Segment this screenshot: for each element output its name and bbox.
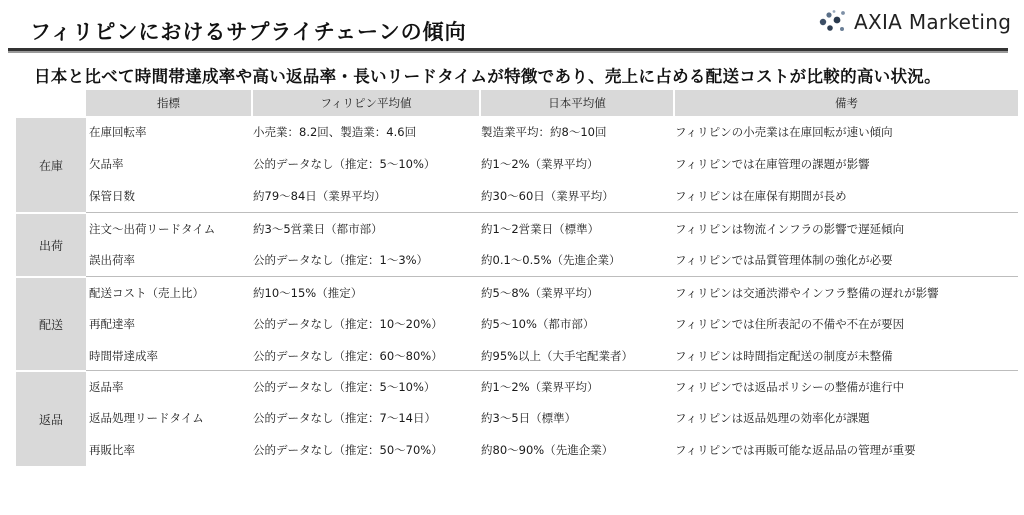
philippines-value-cell: 公的データなし（推定：60〜80%） xyxy=(253,349,443,363)
logo-text: AXIA Marketing xyxy=(854,10,1012,34)
notes-cell: フィリピンでは品質管理体制の強化が必要 xyxy=(675,253,893,267)
philippines-value-cell: 公的データなし（推定：10〜20%） xyxy=(253,317,443,331)
philippines-value-cell: 公的データなし（推定：5〜10%） xyxy=(253,157,436,171)
table-row xyxy=(86,148,1018,180)
philippines-value-cell: 約79〜84日（業界平均） xyxy=(253,189,386,203)
philippines-value-cell: 約3〜5営業日（都市部） xyxy=(253,222,383,236)
logo-mark-icon xyxy=(818,9,848,35)
japan-value-cell: 約0.1〜0.5%（先進企業） xyxy=(481,253,621,267)
table-row xyxy=(86,244,1018,276)
japan-value-cell: 約1〜2営業日（標準） xyxy=(481,222,600,236)
column-header-metric: 指標 xyxy=(86,90,253,116)
metric-cell: 保管日数 xyxy=(89,189,135,203)
japan-value-cell: 約30〜60日（業界平均） xyxy=(481,189,614,203)
philippines-value-cell: 約10〜15%（推定） xyxy=(253,286,363,300)
table-row xyxy=(86,402,1018,434)
notes-cell: フィリピンでは返品ポリシーの整備が進行中 xyxy=(675,380,905,394)
category-delivery: 配送 xyxy=(16,278,86,372)
table-row xyxy=(86,308,1018,340)
notes-cell: フィリピンは物流インフラの影響で遅延傾向 xyxy=(675,222,905,236)
philippines-value-cell: 公的データなし（推定：5〜10%） xyxy=(253,380,436,394)
notes-cell: フィリピンでは在庫管理の課題が影響 xyxy=(675,157,870,171)
notes-cell: フィリピンは交通渋滞やインフラ整備の遅れが影響 xyxy=(675,286,939,300)
table-row xyxy=(86,116,1018,148)
notes-cell: フィリピンは時間指定配送の制度が未整備 xyxy=(675,349,893,363)
metric-cell: 注文〜出荷リードタイム xyxy=(89,222,216,236)
japan-value-cell: 約95%以上（大手宅配業者） xyxy=(481,349,634,363)
table-row xyxy=(86,434,1018,466)
metric-cell: 返品処理リードタイム xyxy=(89,411,204,425)
comparison-table xyxy=(16,90,1018,466)
notes-cell: フィリピンは返品処理の効率化が課題 xyxy=(675,411,870,425)
philippines-value-cell: 小売業：8.2回、製造業：4.6回 xyxy=(253,125,417,139)
japan-value-cell: 約1〜2%（業界平均） xyxy=(481,157,599,171)
table-row xyxy=(86,340,1018,372)
page-title: フィリピンにおけるサプライチェーンの傾向 xyxy=(30,20,467,44)
column-header-japan: 日本平均値 xyxy=(481,90,675,116)
japan-value-cell: 製造業平均：約8〜10回 xyxy=(481,125,607,139)
metric-cell: 返品率 xyxy=(89,380,124,394)
notes-cell: フィリピンでは住所表記の不備や不在が要因 xyxy=(675,317,905,331)
metric-cell: 誤出荷率 xyxy=(89,253,135,267)
notes-cell: フィリピンの小売業は在庫回転が速い傾向 xyxy=(675,125,893,139)
japan-value-cell: 約5〜8%（業界平均） xyxy=(481,286,599,300)
metric-cell: 配送コスト（売上比） xyxy=(89,286,204,300)
table-row xyxy=(86,212,1018,245)
notes-cell: フィリピンは在庫保有期間が長め xyxy=(675,189,847,203)
japan-value-cell: 約1〜2%（業界平均） xyxy=(481,380,599,394)
japan-value-cell: 約80〜90%（先進企業） xyxy=(481,443,614,457)
category-shipping: 出荷 xyxy=(16,214,86,278)
metric-cell: 在庫回転率 xyxy=(89,125,147,139)
philippines-value-cell: 公的データなし（推定：50〜70%） xyxy=(253,443,443,457)
japan-value-cell: 約5〜10%（都市部） xyxy=(481,317,595,331)
philippines-value-cell: 公的データなし（推定：1〜3%） xyxy=(253,253,429,267)
metric-cell: 欠品率 xyxy=(89,157,124,171)
column-header-philippines: フィリピン平均値 xyxy=(253,90,481,116)
title-underline-light xyxy=(8,51,1008,53)
category-returns: 返品 xyxy=(16,372,86,466)
table-row xyxy=(86,180,1018,212)
notes-cell: フィリピンでは再販可能な返品品の管理が重要 xyxy=(675,443,916,457)
category-inventory: 在庫 xyxy=(16,118,86,214)
metric-cell: 再販比率 xyxy=(89,443,135,457)
column-header-notes: 備考 xyxy=(675,90,1018,116)
table-row xyxy=(86,370,1018,403)
philippines-value-cell: 公的データなし（推定：7〜14日） xyxy=(253,411,436,425)
table-row xyxy=(86,276,1018,309)
subtitle: 日本と比べて時間帯達成率や高い返品率・長いリードタイムが特徴であり、売上に占める配送コストが比較的高い状況。 xyxy=(34,67,941,86)
metric-cell: 再配達率 xyxy=(89,317,135,331)
metric-cell: 時間帯達成率 xyxy=(89,349,158,363)
brand-logo xyxy=(818,9,1011,35)
japan-value-cell: 約3〜5日（標準） xyxy=(481,411,577,425)
